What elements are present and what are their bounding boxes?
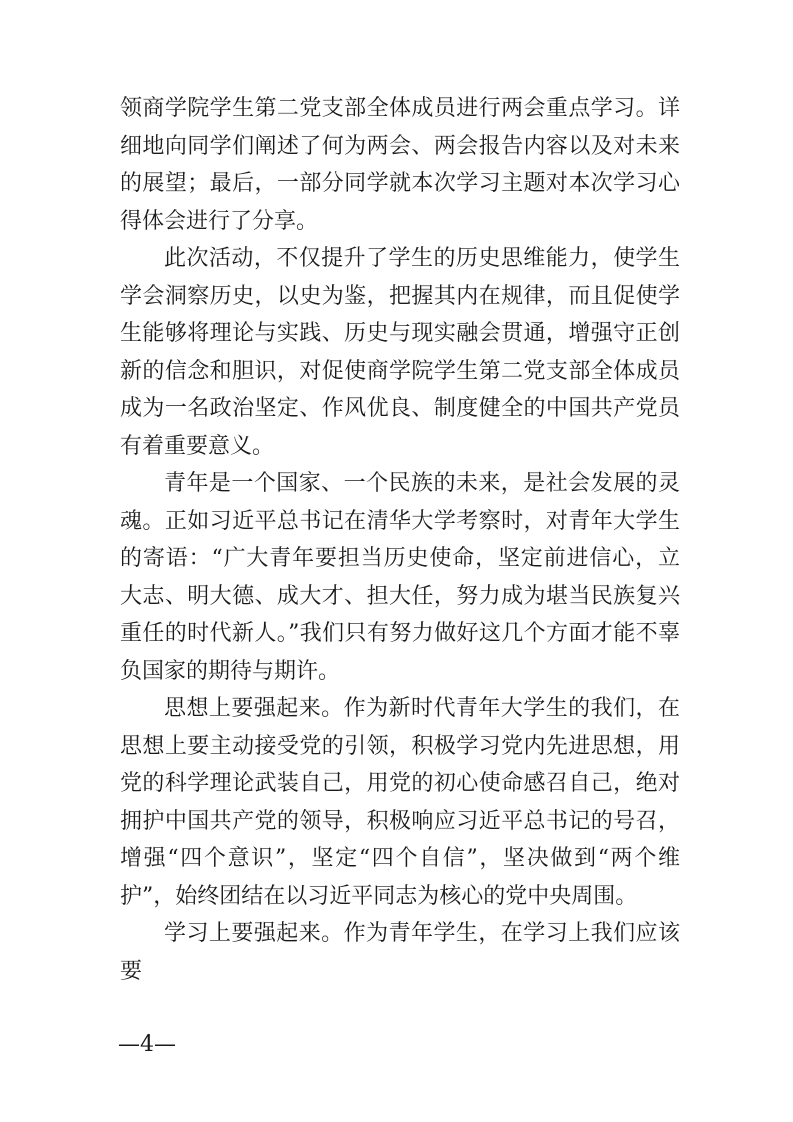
paragraph-5: 学习上要强起来。作为青年学生，在学习上我们应该要 [120, 921, 680, 984]
paragraph-1: 领商学院学生第二党支部全体成员进行两会重点学习。详细地向同学们阐述了何为两会、两会报告内容以及对未来的展望；最后，一部分同学就本次学习主题对本次学习心得体会进行了分享。 [120, 96, 680, 234]
paragraph-2: 此次活动，不仅提升了学生的历史思维能力，使学生学会洞察历史，以史为鉴，把握其内在规律，而且促使学生能够将理论与实践、历史与现实融会贯通，增强守正创新的信念和胆识，对促使商学院学生第二党支部全体成员成为一名政治坚定、作风优良、制度健全的中国共产党员有着重要意义。 [120, 246, 680, 459]
paragraph-3: 青年是一个国家、一个民族的未来，是社会发展的灵魂。正如习近平总书记在清华大学考察时，对青年大学生的寄语：“广大青年要担当历史使命，坚定前进信心，立大志、明大德、成大才、担大任，努力成为堪当民族复兴重任的时代新人。”我们只有努力做好这几个方面才能不辜负国家的期待与期许。 [120, 471, 680, 684]
page-number: —4— [118, 1032, 176, 1057]
body-text [120, 90, 680, 990]
paragraph-4: 思想上要强起来。作为新时代青年大学生的我们，在思想上要主动接受党的引领，积极学习党内先进思想，用党的科学理论武装自己，用党的初心使命感召自己，绝对拥护中国共产党的领导，积极响应习近平总书记的号召，增强“四个意识”，坚定“四个自信”，坚决做到“两个维护”，始终团结在以习近平同志为核心的党中央周围。 [120, 696, 680, 909]
